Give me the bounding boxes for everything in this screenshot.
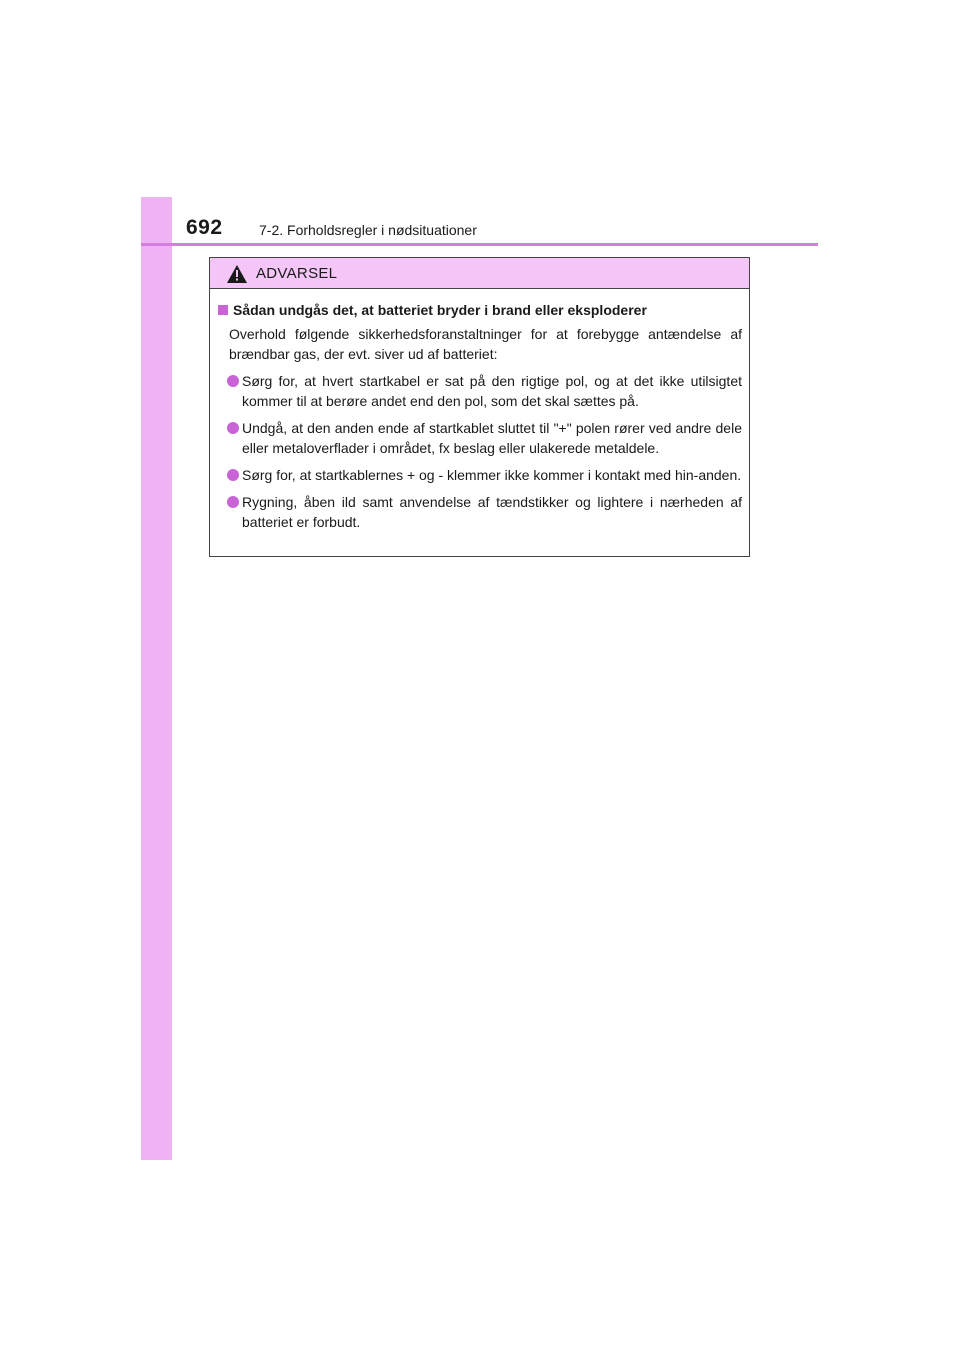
list-item-text: Rygning, åben ild samt anvendelse af tændstikker og lightere i nærheden af batteriet er forbudt.	[242, 494, 742, 530]
section-title: 7-2. Forholdsregler i nødsituationer	[259, 222, 477, 238]
list-item	[218, 492, 742, 532]
warning-section-title: Sådan undgås det, at batteriet bryder i brand eller eksploderer	[233, 302, 647, 318]
warning-triangle-icon	[227, 265, 247, 283]
circle-bullet-icon	[227, 422, 239, 434]
warning-header	[210, 258, 749, 289]
list-item	[218, 371, 742, 411]
warning-body	[210, 289, 749, 532]
list-item-text: Sørg for, at hvert startkabel er sat på den rigtige pol, og at det ikke utilsigtet kommer til at berøre andet end den pol, som det skal sættes på.	[242, 373, 742, 409]
header-rule	[141, 243, 818, 246]
warning-section-heading	[218, 300, 742, 320]
list-item	[218, 465, 742, 485]
list-item-text: Undgå, at den anden ende af startkablet sluttet til "+" polen rører ved andre dele eller metaloverflader i området, fx beslag eller ulakerede metaldele.	[242, 420, 742, 456]
side-tab-bar	[141, 197, 172, 1160]
circle-bullet-icon	[227, 496, 239, 508]
list-item-text: Sørg for, at startkablernes + og - klemmer ikke kommer i kontakt med hin-anden.	[242, 467, 742, 483]
warning-intro: Overhold følgende sikkerhedsforanstaltninger for at forebygge antændelse af brændbar gas, der evt. siver ud af batteriet:	[229, 326, 742, 362]
circle-bullet-icon	[227, 469, 239, 481]
page-number: 692	[186, 216, 223, 239]
warning-box	[209, 257, 750, 557]
warning-title: ADVARSEL	[256, 265, 338, 282]
square-bullet-icon	[218, 305, 228, 315]
list-item	[218, 418, 742, 458]
circle-bullet-icon	[227, 375, 239, 387]
